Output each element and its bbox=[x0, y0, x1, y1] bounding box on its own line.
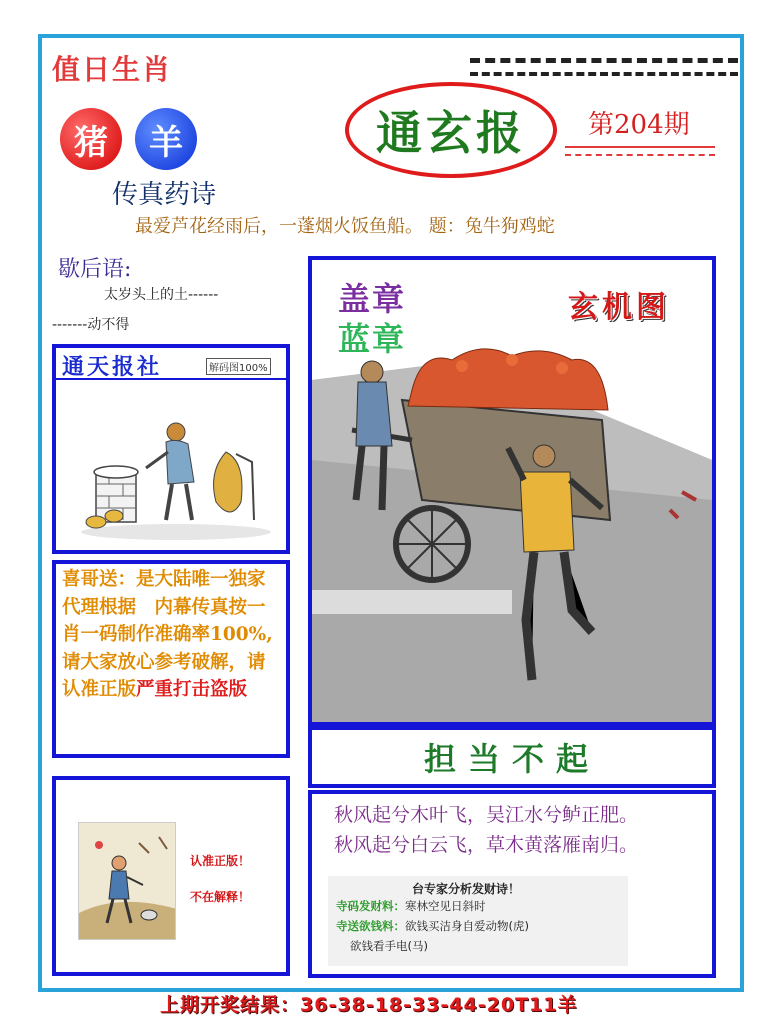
xiehouyu-line-1: 太岁头上的土------ bbox=[104, 287, 219, 303]
analysis-key-2: 寺送欲钱料： bbox=[336, 919, 405, 933]
stamp-blue: 蓝章 bbox=[338, 320, 407, 358]
logo-oval bbox=[345, 82, 557, 178]
analysis-key-1: 寺码发财料： bbox=[336, 899, 405, 913]
analysis-panel bbox=[328, 876, 628, 966]
child-painting-image bbox=[78, 822, 176, 940]
autumn-poem-line-2: 秋风起兮白云飞，草木黄落雁南归。 bbox=[334, 834, 639, 856]
top-dash-line bbox=[470, 58, 738, 63]
zhiri-label: 值日生肖 bbox=[52, 53, 173, 86]
top-dash-line-2 bbox=[470, 72, 738, 76]
issue-underline bbox=[565, 146, 715, 148]
analysis-line-1 bbox=[336, 898, 486, 914]
autumn-poem bbox=[334, 800, 638, 860]
analysis-value-1: 寒林空见日斜时 bbox=[405, 899, 486, 913]
chuanzhen-title: 传真药诗 bbox=[112, 180, 217, 210]
xige-text-main: 喜哥送：是大陆唯一独家代理根据 内幕传真按一肖一码制作准确率100%,请大家放心参考破解，请认准正版 bbox=[62, 569, 273, 701]
authentic-note: 认准正版！ bbox=[190, 854, 251, 868]
analysis-line-3: 欲钱看手电(马) bbox=[350, 939, 428, 953]
medicine-poem-line: 最爱芦花经雨后，一蓬烟火饭鱼船。 题：兔牛狗鸡蛇 bbox=[135, 216, 555, 237]
tongtian-box bbox=[52, 344, 290, 554]
xige-text-red: 严重打击盗版 bbox=[136, 679, 248, 701]
issue-underline-2 bbox=[565, 154, 715, 156]
analysis-title: 台专家分析发财诗！ bbox=[412, 882, 521, 896]
well-illustration bbox=[76, 392, 276, 542]
no-explain-note: 不在解释！ bbox=[190, 890, 251, 904]
tongtian-divider bbox=[56, 378, 286, 380]
analysis-value-2: 欲钱买洁身自爱动物(虎) bbox=[405, 919, 529, 933]
xuanji-box bbox=[308, 256, 716, 726]
last-draw-result: 上期开奖结果：36-38-18-33-44-20T11羊 bbox=[160, 994, 578, 1016]
issue-number: 第204期 bbox=[588, 110, 690, 140]
authentic-box bbox=[52, 776, 290, 976]
xige-box bbox=[52, 560, 290, 758]
xige-text-block bbox=[62, 566, 280, 704]
tongtian-title: 通天报社 bbox=[62, 354, 163, 380]
zodiac-badge-goat: 羊 bbox=[135, 108, 197, 170]
autumn-poem-line-1: 秋风起兮木叶飞，吴江水兮鲈正肥。 bbox=[334, 804, 639, 826]
analysis-line-2 bbox=[336, 918, 529, 934]
caption-box bbox=[308, 726, 716, 788]
xiehouyu-line-2: -------动不得 bbox=[52, 317, 130, 333]
logo-text: 通玄报 bbox=[376, 106, 526, 160]
xiehouyu-title: 歇后语: bbox=[58, 257, 132, 282]
caption-text: 担当不起 bbox=[423, 740, 600, 778]
zodiac-badge-pig: 猪 bbox=[60, 108, 122, 170]
xuanji-title: 玄机图 bbox=[568, 290, 670, 325]
stamp-purple: 盖章 bbox=[338, 280, 407, 318]
tongtian-subtitle: 解码图100% bbox=[206, 358, 271, 375]
poem-box bbox=[308, 790, 716, 978]
